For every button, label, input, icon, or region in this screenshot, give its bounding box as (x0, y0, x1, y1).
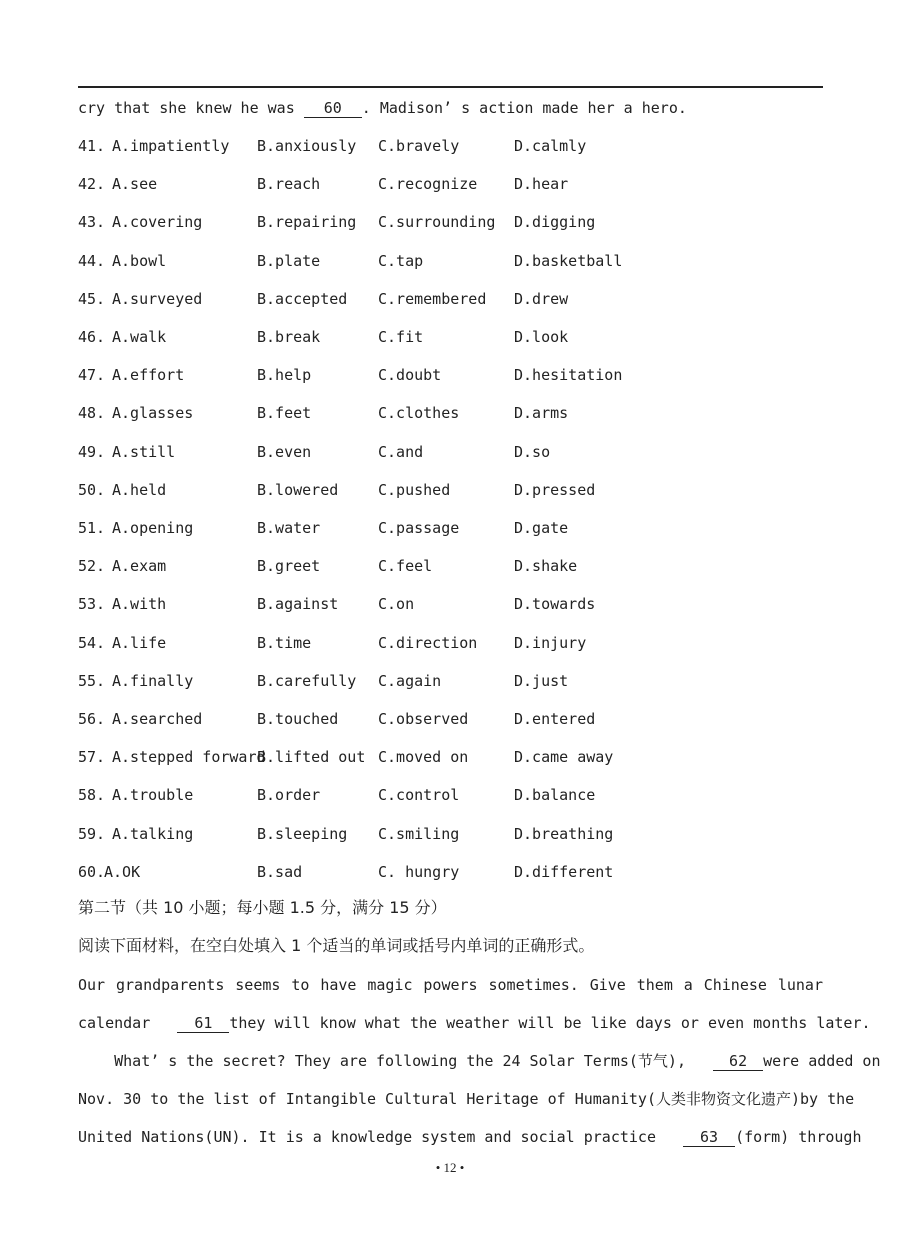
passage2-line-3 (78, 1051, 880, 1071)
question-number: 49. (78, 442, 106, 461)
page-number: • 12 • (435, 1160, 465, 1175)
blank-62: 62 (713, 1053, 763, 1071)
option-c: C.control (378, 786, 460, 805)
option-a: A.trouble (112, 786, 194, 805)
option-d: D.entered (514, 710, 596, 728)
section-instruction: 阅读下面材料，在空白处填入 1 个适当的单词或括号内单词的正确形式。 (78, 936, 595, 955)
option-b: B.water (257, 519, 321, 537)
option-d: D.injury (514, 633, 587, 652)
word: them (636, 976, 673, 994)
option-a: A.impatiently (112, 137, 230, 155)
option-d: D.towards (514, 595, 596, 614)
option-a: A.talking (112, 824, 194, 843)
question-number: 54. (78, 633, 106, 652)
option-d: D.hesitation (514, 366, 623, 385)
word: Chinese (703, 976, 767, 994)
word: seems (235, 976, 281, 994)
option-c: C. hungry (378, 862, 460, 881)
word: have (320, 976, 357, 994)
word: to (291, 976, 310, 994)
passage-end-post: . Madison’ s action made her a hero. (361, 99, 687, 117)
blank-61: 61 (177, 1015, 229, 1033)
passage-end-line (78, 98, 687, 118)
option-c: C.pushed (378, 480, 451, 499)
option-b: B.repairing (257, 213, 357, 232)
blank-60: 60 (304, 100, 362, 118)
option-a: A.opening (112, 519, 194, 537)
word: sometimes. (488, 976, 579, 994)
blank-63: 63 (683, 1129, 735, 1147)
option-b: B.reach (257, 175, 321, 194)
option-b: B.against (257, 595, 339, 614)
option-a: A.finally (112, 671, 194, 690)
option-a: A.searched (112, 710, 203, 728)
line2-post: they will know what the weather will be like days or even months later. (229, 1014, 871, 1032)
question-number: 60. (78, 862, 106, 881)
option-d: D.hear (514, 175, 569, 194)
option-d: D.basketball (514, 251, 623, 270)
option-c: C.remembered (378, 289, 487, 308)
option-c: C.observed (378, 710, 469, 728)
option-d: D.different (514, 862, 614, 881)
passage2-line-5 (78, 1127, 862, 1147)
question-number: 59. (78, 824, 106, 843)
question-number: 48. (78, 404, 106, 423)
option-a: A.effort (112, 366, 185, 385)
question-number: 55. (78, 671, 106, 690)
passage2-line-4: Nov. 30 to the list of Intangible Cultural Heritage of Humanity(人类非物资文化遗产)by the (78, 1090, 855, 1108)
option-d: D.so (514, 442, 551, 461)
option-b: B.anxiously (257, 137, 357, 155)
option-a: A.exam (112, 557, 167, 576)
option-d: D.look (514, 328, 569, 346)
option-d: D.gate (514, 519, 569, 537)
question-number: 46. (78, 328, 106, 346)
line2-pre: calendar (78, 1014, 160, 1032)
option-c: C.recognize (378, 175, 478, 194)
question-number: 45. (78, 289, 106, 308)
question-number: 50. (78, 480, 106, 499)
option-d: D.just (514, 671, 569, 690)
line5-post: (form) through (735, 1128, 862, 1146)
word: powers (423, 976, 478, 994)
line5-pre: United Nations(UN). It is a knowledge system and social practice (78, 1128, 665, 1146)
option-b: B.carefully (257, 671, 357, 690)
option-a: A.glasses (112, 404, 194, 423)
option-c: C.moved on (378, 748, 469, 767)
question-number: 43. (78, 213, 106, 232)
question-number: 51. (78, 519, 106, 537)
word: a (683, 976, 693, 994)
option-c: C.on (378, 595, 415, 614)
option-c: C.fit (378, 328, 424, 346)
option-d: D.balance (514, 786, 596, 805)
option-b: B.break (257, 328, 321, 346)
option-b: B.plate (257, 251, 321, 270)
option-c: C.passage (378, 519, 460, 537)
question-number: 53. (78, 595, 106, 614)
section-heading: 第二节（共 10 小题；每小题 1.5 分，满分 15 分） (78, 898, 447, 917)
option-a: A.bowl (112, 251, 167, 270)
option-b: B.time (257, 633, 312, 652)
top-rule (78, 86, 823, 88)
option-a: A.still (112, 442, 176, 461)
word: grandparents (116, 976, 225, 994)
option-c: C.again (378, 671, 442, 690)
option-b: B.help (257, 366, 312, 385)
option-b: B.greet (257, 557, 321, 576)
option-c: C.clothes (378, 404, 460, 423)
option-a: A.stepped forward (112, 748, 266, 767)
option-d: D.drew (514, 289, 569, 308)
option-d: D.arms (514, 404, 569, 423)
passage2-line-1 (78, 975, 823, 995)
option-a: A.walk (112, 328, 167, 346)
passage-end-pre: cry that she knew he was (78, 99, 304, 117)
option-d: D.calmly (514, 137, 587, 155)
option-a: A.life (112, 633, 167, 652)
question-number: 57. (78, 748, 106, 767)
option-c: C.tap (378, 251, 424, 270)
option-b: B.even (257, 442, 312, 461)
passage2-line-2 (78, 1013, 871, 1033)
option-c: C.direction (378, 633, 478, 652)
option-a: A.held (112, 480, 167, 499)
option-d: D.pressed (514, 480, 596, 499)
option-d: D.digging (514, 213, 596, 232)
question-number: 41. (78, 137, 106, 155)
option-d: D.came away (514, 748, 614, 767)
question-number: 52. (78, 557, 106, 576)
word: lunar (777, 976, 823, 994)
option-a: A.see (112, 175, 158, 194)
option-a: A.covering (112, 213, 203, 232)
word: Our (78, 976, 106, 994)
word: magic (367, 976, 413, 994)
option-c: C.smiling (378, 824, 460, 843)
question-number: 58. (78, 786, 106, 805)
option-b: B.sleeping (257, 824, 348, 843)
option-b: B.feet (257, 404, 312, 423)
option-b: B.touched (257, 710, 339, 728)
option-d: D.shake (514, 557, 578, 576)
option-b: B.order (257, 786, 321, 805)
word: Give (589, 976, 626, 994)
line3-pre: What’ s the secret? They are following the 24 Solar Terms(节气), (114, 1052, 696, 1070)
line3-post: were added on (763, 1052, 881, 1070)
option-c: C.doubt (378, 366, 442, 385)
option-c: C.surrounding (378, 213, 496, 232)
option-b: B.lowered (257, 480, 339, 499)
option-a: A.with (112, 595, 167, 614)
option-a: A.OK (104, 862, 141, 881)
option-b: B.sad (257, 862, 303, 881)
option-b: B.accepted (257, 289, 348, 308)
question-number: 47. (78, 366, 106, 385)
option-a: A.surveyed (112, 289, 203, 308)
option-d: D.breathing (514, 824, 614, 843)
option-c: C.bravely (378, 137, 460, 155)
option-c: C.and (378, 442, 424, 461)
question-number: 44. (78, 251, 106, 270)
option-b: B.lifted out (257, 748, 366, 767)
option-c: C.feel (378, 557, 433, 576)
question-number: 42. (78, 175, 106, 194)
question-number: 56. (78, 710, 106, 728)
